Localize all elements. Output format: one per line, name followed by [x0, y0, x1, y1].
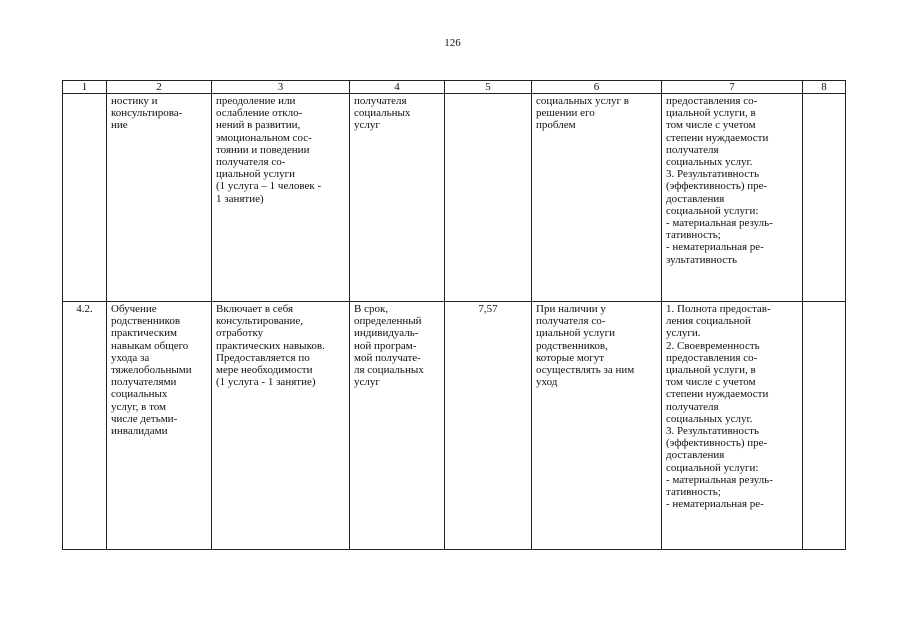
column-header: 7 — [662, 81, 803, 94]
column-header: 5 — [445, 81, 532, 94]
table-row — [63, 302, 846, 550]
service-name-cell: ностику и консультирова- ние — [107, 94, 212, 302]
table-row — [63, 94, 846, 302]
service-indicators-cell: предоставления со- циальной услуги, в том числе с учетом степени нуждаемости получателя социальных услуг. 3. Результативность (эффективность) пре- доставления социальной услуги: - материальная резуль- тативность; - нематериальная ре- зультативность — [662, 94, 803, 302]
service-term-cell: В срок, определенный индивидуаль- ной програм- мой получате- ля социальных услуг — [350, 302, 445, 550]
services-table — [62, 80, 846, 550]
column-header: 1 — [63, 81, 107, 94]
service-content-cell: Включает в себя консультирование, отработку практических навыков. Предоставляется по мере необходимости (1 услуга - 1 занятие) — [212, 302, 350, 550]
service-tariff-cell: 7,57 — [445, 302, 532, 550]
column-header: 6 — [532, 81, 662, 94]
service-number-cell: 4.2. — [63, 302, 107, 550]
service-tariff-cell — [445, 94, 532, 302]
column-header: 2 — [107, 81, 212, 94]
service-col8-cell — [803, 302, 846, 550]
page-number: 126 — [444, 37, 461, 49]
service-content-cell: преодоление или ослабление откло- нений в развитии, эмоциональном сос- тоянии и поведении получателя со- циальной услуги (1 услуга – 1 человек - 1 занятие) — [212, 94, 350, 302]
column-header: 3 — [212, 81, 350, 94]
service-col8-cell — [803, 94, 846, 302]
column-header: 4 — [350, 81, 445, 94]
service-term-cell: получателя социальных услуг — [350, 94, 445, 302]
table-header-row — [63, 81, 846, 94]
column-header: 8 — [803, 81, 846, 94]
service-conditions-cell: При наличии у получателя со- циальной услуги родственников, которые могут осуществлять за ним уход — [532, 302, 662, 550]
service-number-cell — [63, 94, 107, 302]
service-conditions-cell: социальных услуг в решении его проблем — [532, 94, 662, 302]
service-indicators-cell: 1. Полнота предостав- ления социальной услуги. 2. Своевременность предоставления со- циальной услуги, в том числе с учетом степени нуждаемости получателя социальных услуг. 3. Результативность (эффективность) пре- доставления социальной услуги: - материальная резуль- тативность; - нематериальная ре- — [662, 302, 803, 550]
service-name-cell: Обучение родственников практическим навыкам общего ухода за тяжелобольными получателями социальных услуг, в том числе детьми- инвалидами — [107, 302, 212, 550]
